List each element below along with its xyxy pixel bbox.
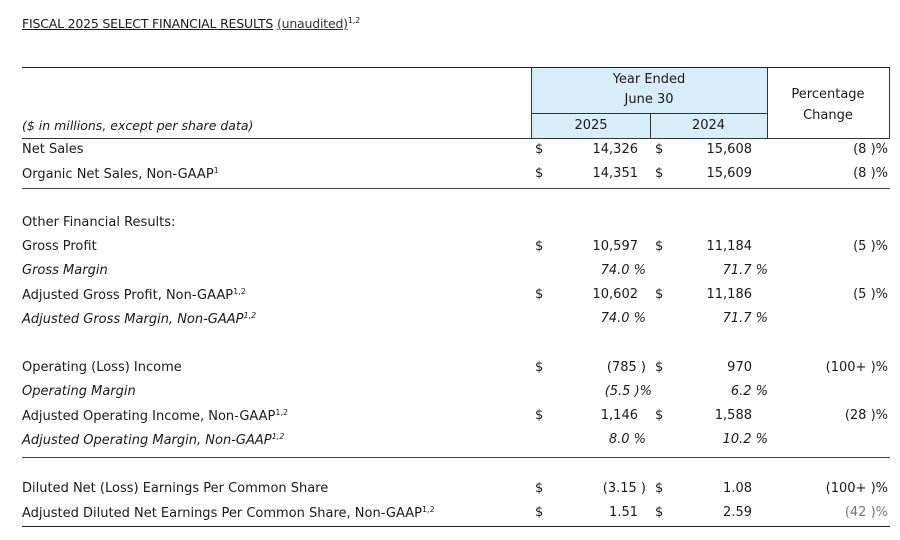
row-label: Operating Margin: [22, 384, 136, 399]
currency-2024: $: [655, 505, 664, 520]
row-label: Organic Net Sales, Non-GAAP$^1$: [22, 166, 219, 182]
table-bottom-rule: [22, 526, 890, 527]
year-header-underline: [531, 113, 767, 114]
table-row-adjusted-operating-margin: [0, 432, 900, 454]
table-row-adjusted-gross-margin: [0, 311, 900, 333]
row-label: Diluted Net (Loss) Earnings Per Common Share: [22, 481, 329, 496]
row-label: Adjusted Gross Margin, Non-GAAP$^{1,2}$: [22, 311, 257, 327]
value-2025: 10,602: [592, 287, 638, 302]
value-2025: (785 ): [606, 360, 646, 375]
value-2024: 15,609: [706, 166, 752, 181]
currency-2025: $: [535, 166, 544, 181]
report-title-footnote: 1,2: [347, 16, 360, 25]
table-row-operating-income: [0, 360, 900, 382]
percent-change: (8 )%: [853, 166, 888, 181]
value-2024: 970: [727, 360, 752, 375]
value-2024: 11,186: [706, 287, 752, 302]
percentage-label: Percentage: [791, 87, 865, 102]
value-2024: 11,184: [706, 239, 752, 254]
table-row-adjusted-operating-income: [0, 408, 900, 430]
table-row-adjusted-diluted-eps: [0, 505, 900, 527]
value-2024: 71.7 %: [722, 263, 768, 278]
value-2024: 10.2 %: [722, 432, 768, 447]
percent-change: (100+ )%: [825, 360, 888, 375]
column-2024-header: 2024: [691, 118, 726, 133]
currency-2025: $: [535, 142, 544, 157]
percent-change: (8 )%: [853, 142, 888, 157]
currency-2025: $: [535, 505, 544, 520]
value-2024: 1,588: [714, 408, 752, 423]
value-2024: 71.7 %: [722, 311, 768, 326]
percent-change: (5 )%: [853, 239, 888, 254]
value-2025: (3.15 ): [602, 481, 646, 496]
value-2025: 14,351: [592, 166, 638, 181]
currency-2025: $: [535, 408, 544, 423]
change-label: Change: [803, 108, 853, 123]
percentage-change-header: [767, 84, 889, 126]
section-label-other-results: [0, 215, 900, 237]
year-ended-label: Year Ended: [612, 72, 686, 87]
percent-change: (42 )%: [844, 505, 888, 520]
currency-2024: $: [655, 360, 664, 375]
value-2025: 14,326: [592, 142, 638, 157]
june-30-label: June 30: [624, 92, 674, 107]
value-2025: 74.0 %: [600, 311, 646, 326]
section-rule: [22, 457, 890, 458]
table-row-operating-margin: [0, 384, 900, 406]
percent-change: (28 )%: [844, 408, 888, 423]
row-label: Net Sales: [22, 142, 84, 157]
currency-2025: $: [535, 481, 544, 496]
table-row-net-sales: [0, 142, 900, 164]
report-title-unaudited: (unaudited): [276, 16, 348, 31]
currency-2025: $: [535, 239, 544, 254]
row-label: Gross Margin: [22, 263, 108, 278]
table-row-gross-profit: [0, 239, 900, 261]
currency-2024: $: [655, 408, 664, 423]
row-label: Adjusted Gross Profit, Non-GAAP$^{1,2}$: [22, 287, 246, 303]
row-label: Adjusted Operating Income, Non-GAAP$^{1,2}$: [22, 408, 289, 424]
table-divider-far-right: [889, 68, 890, 138]
value-2025: 10,597: [592, 239, 638, 254]
value-2025: 1,146: [600, 408, 638, 423]
column-2025-header: 2025: [574, 118, 608, 133]
report-title: [22, 16, 360, 31]
currency-2024: $: [655, 166, 664, 181]
currency-2024: $: [655, 142, 664, 157]
row-label: Adjusted Operating Margin, Non-GAAP$^{1,2}$: [22, 432, 285, 448]
header-bottom-rule: [22, 138, 890, 139]
section-label: Other Financial Results:: [22, 215, 176, 230]
percent-change: (100+ )%: [825, 481, 888, 496]
value-2025: (5.5 )%: [604, 384, 652, 399]
currency-2024: $: [655, 481, 664, 496]
value-2024: 6.2 %: [730, 384, 768, 399]
value-2025: 1.51: [609, 505, 638, 520]
currency-2024: $: [655, 287, 664, 302]
section-rule: [22, 188, 890, 189]
currency-2024: $: [655, 239, 664, 254]
table-row-diluted-eps: [0, 481, 900, 503]
report-title-main: FISCAL 2025 SELECT FINANCIAL RESULTS: [22, 16, 274, 31]
currency-2025: $: [535, 287, 544, 302]
table-top-rule: [22, 67, 890, 68]
value-2025: 8.0 %: [608, 432, 646, 447]
table-row-organic-net-sales: [0, 166, 900, 188]
value-2025: 74.0 %: [600, 263, 646, 278]
table-row-gross-margin: [0, 263, 900, 285]
value-2024: 2.59: [723, 505, 752, 520]
units-note: ($ in millions, except per share data): [22, 118, 254, 133]
table-row-adjusted-gross-profit: [0, 287, 900, 309]
row-label: Adjusted Diluted Net Earnings Per Common Share, Non-GAAP$^{1,2}$: [22, 505, 435, 521]
value-2024: 15,608: [706, 142, 752, 157]
currency-2025: $: [535, 360, 544, 375]
row-label: Operating (Loss) Income: [22, 360, 182, 375]
percent-change: (5 )%: [853, 287, 888, 302]
row-label: Gross Profit: [22, 239, 97, 254]
value-2024: 1.08: [723, 481, 752, 496]
